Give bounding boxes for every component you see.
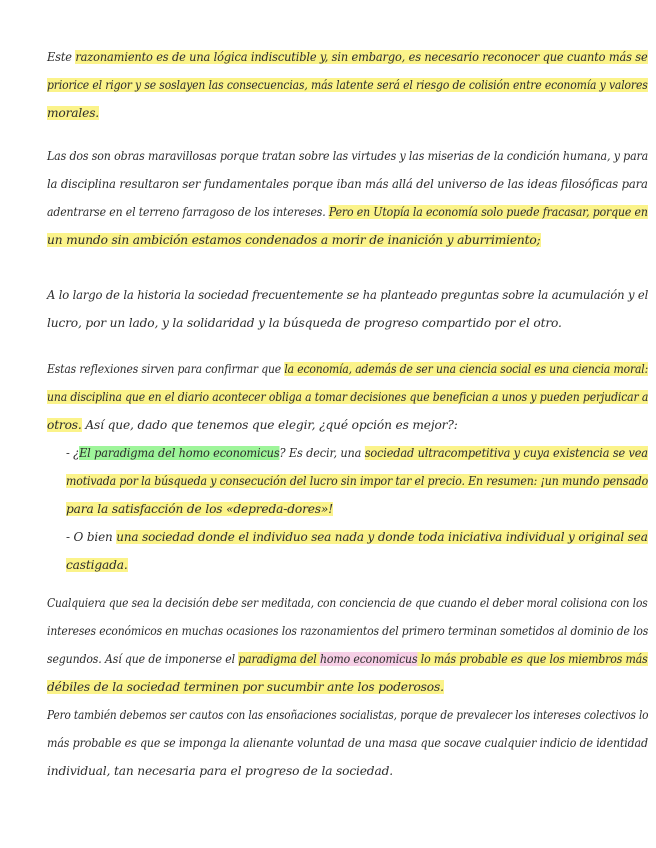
text-run: más probable es que se imponga la alienante voluntad de una masa que socave cualquier indicio de identidad	[47, 736, 648, 750]
list-item-2-line-2	[66, 556, 128, 574]
paragraph-7-line-2	[47, 734, 648, 752]
highlight-yellow: otros.	[47, 418, 82, 432]
highlight-green: El paradigma del homo economicus	[79, 446, 280, 460]
text-run: segundos. Así que de imponerse el	[47, 652, 239, 666]
highlight-yellow: paradigma del	[238, 652, 320, 666]
text-run: ? Es decir, una	[279, 446, 365, 460]
highlight-yellow: lo más probable es que los miembros más	[417, 652, 648, 666]
paragraph-3-line-2	[47, 314, 562, 332]
paragraph-6-line-2	[47, 622, 648, 640]
paragraph-1-line-1	[47, 48, 648, 66]
text-run: lucro, por un lado, y la solidaridad y la búsqueda de progreso compartido por el otro.	[47, 316, 562, 330]
highlight-yellow: una sociedad donde el individuo sea nada y donde toda iniciativa individual y original sea	[116, 530, 648, 544]
paragraph-4-line-3	[47, 416, 458, 434]
highlight-yellow: motivada por la búsqueda y consecución del lucro sin impor tar el precio. En resumen: ¡un mundo pensado	[66, 474, 649, 488]
text-run: Estas reflexiones sirven para confirmar que	[47, 362, 285, 376]
text-run: individual, tan necesaria para el progreso de la sociedad.	[47, 764, 393, 778]
highlight-yellow: para la satisfacción de los «depreda-dores»!	[66, 502, 333, 516]
paragraph-6-line-1	[47, 594, 648, 612]
text-run: intereses económicos en muchas ocasiones los razonamientos del primero terminan sometidos al dominio de los	[47, 624, 649, 638]
highlight-yellow: sociedad ultracompetitiva y cuya existencia se vea	[364, 446, 648, 460]
text-run: Este	[47, 50, 76, 64]
paragraph-6-line-4	[47, 678, 444, 696]
text-run: la disciplina resultaron ser fundamentales porque iban más allá del universo de las ideas filosóficas para	[47, 177, 648, 191]
highlight-yellow: Pero en Utopía la economía solo puede fracasar, porque en	[328, 205, 648, 219]
highlight-yellow: razonamiento es de una lógica indiscutible y, sin embargo, es necesario reconocer que cuanto más se	[75, 50, 648, 64]
text-run: Así que, dado que tenemos que elegir, ¿qué opción es mejor?:	[81, 418, 458, 432]
paragraph-4-line-1	[47, 360, 648, 378]
highlight-yellow: morales.	[47, 106, 100, 120]
text-run: A lo largo de la historia la sociedad frecuentemente se ha planteado preguntas sobre la acumulación y el	[47, 288, 649, 302]
paragraph-2-line-1	[47, 147, 648, 165]
highlight-yellow: castigada.	[66, 558, 128, 572]
paragraph-7-line-3	[47, 762, 393, 780]
paragraph-4-line-2	[47, 388, 648, 406]
text-run: Las dos son obras maravillosas porque tratan sobre las virtudes y las miserias de la condición humana, y para	[47, 149, 649, 163]
highlight-pink: homo economicus	[319, 652, 418, 666]
list-item-2-line-1	[66, 528, 648, 546]
paragraph-1-line-2	[47, 76, 648, 94]
paragraph-2-line-2	[47, 175, 648, 193]
highlight-yellow: una disciplina que en el diario acontecer obliga a tomar decisiones que benefician a unos y pueden perjudicar a	[47, 390, 649, 404]
text-run: - O bien	[66, 530, 117, 544]
paragraph-3-line-1	[47, 286, 648, 304]
paragraph-1-line-3	[47, 104, 99, 122]
paragraph-2-line-3	[47, 203, 648, 221]
paragraph-2-line-4	[47, 231, 541, 249]
paragraph-7-line-1	[47, 706, 648, 724]
list-item-1-line-2	[66, 472, 648, 490]
list-item-1-line-3	[66, 500, 333, 518]
text-run: - ¿	[66, 446, 80, 460]
text-run: Pero también debemos ser cautos con las ensoñaciones socialistas, porque de prevalecer los intereses colectivos lo	[47, 708, 649, 722]
list-item-1-line-1	[66, 444, 648, 462]
highlight-yellow: la economía, además de ser una ciencia social es una ciencia moral:	[284, 362, 649, 376]
highlight-yellow: débiles de la sociedad terminen por sucumbir ante los poderosos.	[47, 680, 444, 694]
highlight-yellow: un mundo sin ambición estamos condenados a morir de inanición y aburrimiento;	[47, 233, 541, 247]
paragraph-6-line-3	[47, 650, 648, 668]
text-run: Cualquiera que sea la decisión debe ser meditada, con conciencia de que cuando el deber moral colisiona con los	[47, 596, 648, 610]
text-run: adentrarse en el terreno farragoso de los intereses.	[47, 205, 329, 219]
highlight-yellow: priorice el rigor y se soslayen las consecuencias, más latente será el riesgo de colisión entre economía y valores	[47, 78, 648, 92]
